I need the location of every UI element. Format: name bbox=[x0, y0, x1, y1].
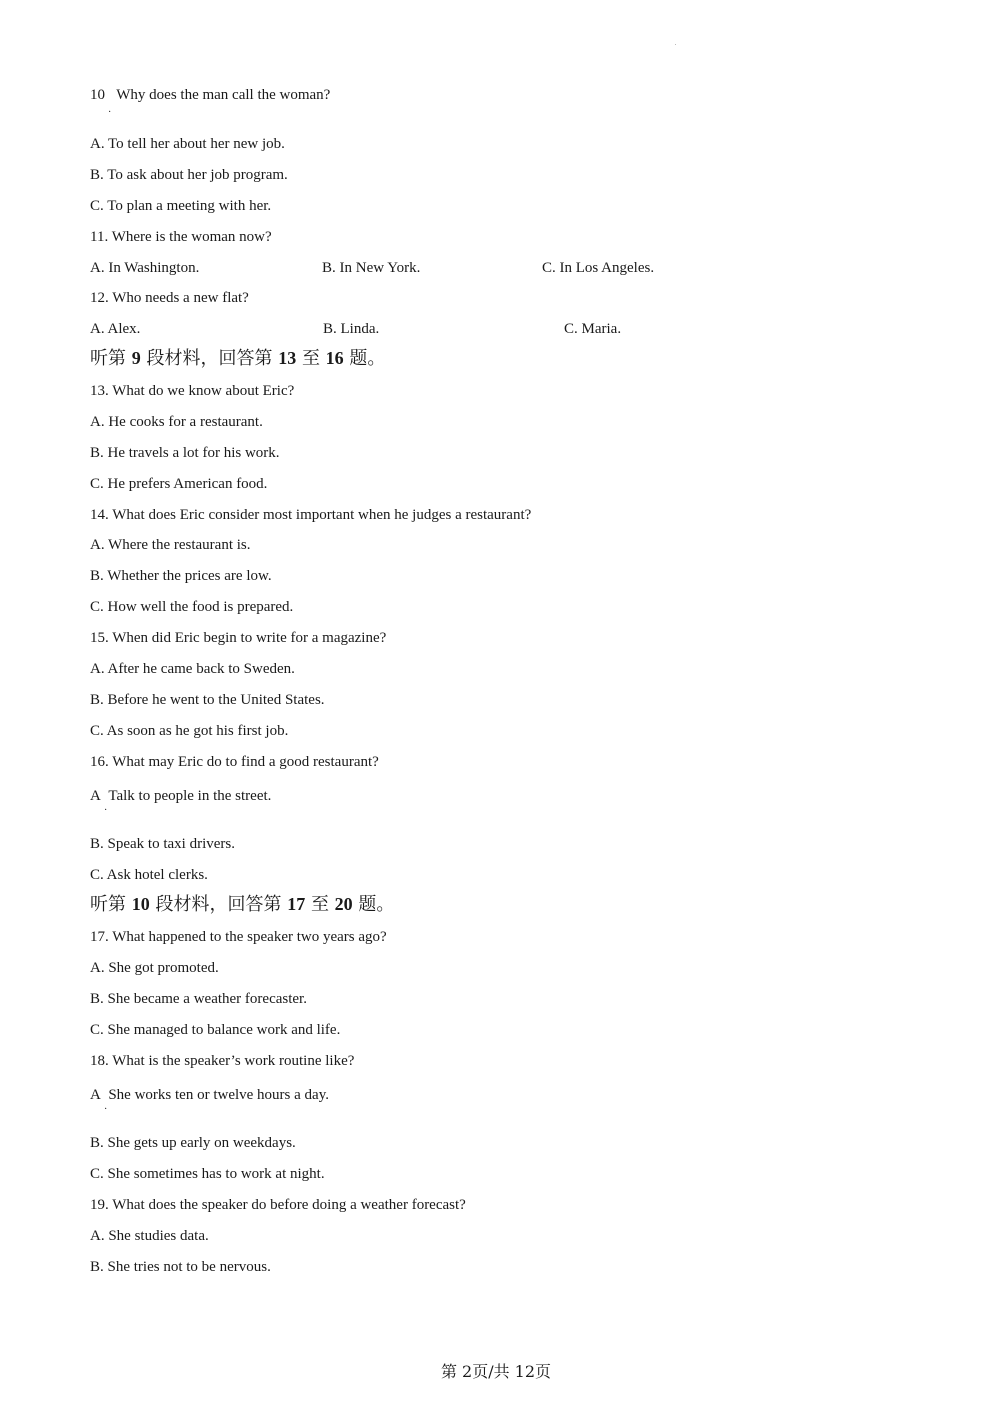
option-14b: B. Whether the prices are low. bbox=[90, 568, 272, 584]
question-17: 17. What happened to the speaker two years ago? bbox=[90, 929, 387, 945]
question-16: 16. What may Eric do to find a good restaurant? bbox=[90, 754, 379, 770]
option-12c: C. Maria. bbox=[564, 321, 622, 337]
option-14a: A. Where the restaurant is. bbox=[90, 537, 251, 553]
question-18: 18. What is the speaker’s work routine like? bbox=[90, 1053, 355, 1069]
option-12a: A. Alex. bbox=[90, 321, 141, 337]
dot-mark: · bbox=[104, 805, 108, 816]
option-16b: B. Speak to taxi drivers. bbox=[90, 836, 235, 852]
option-16c: C. Ask hotel clerks. bbox=[90, 867, 208, 883]
dot-mark: · bbox=[104, 1104, 108, 1115]
question-10: 10 Why does the man call the woman? bbox=[90, 87, 331, 103]
question-13: 13. What do we know about Eric? bbox=[90, 383, 295, 399]
option-17c: C. She managed to balance work and life. bbox=[90, 1022, 341, 1038]
question-15: 15. When did Eric begin to write for a magazine? bbox=[90, 630, 387, 646]
question-11: 11. Where is the woman now? bbox=[90, 229, 272, 245]
option-13a: A. He cooks for a restaurant. bbox=[90, 414, 263, 430]
option-17a: A. She got promoted. bbox=[90, 960, 219, 976]
section-heading-9: 听第 9 段材料，回答第 13 至 16 题。 bbox=[90, 348, 386, 369]
option-16a: A Talk to people in the street. bbox=[90, 788, 272, 804]
option-12b: B. Linda. bbox=[323, 321, 380, 337]
option-14c: C. How well the food is prepared. bbox=[90, 599, 294, 615]
option-10b: B. To ask about her job program. bbox=[90, 167, 288, 183]
section-heading-10: 听第 10 段材料，回答第 17 至 20 题。 bbox=[90, 894, 395, 915]
option-18b: B. She gets up early on weekdays. bbox=[90, 1135, 296, 1151]
option-19b: B. She tries not to be nervous. bbox=[90, 1259, 271, 1275]
option-13b: B. He travels a lot for his work. bbox=[90, 445, 280, 461]
option-15b: B. Before he went to the United States. bbox=[90, 692, 325, 708]
question-19: 19. What does the speaker do before doing a weather forecast? bbox=[90, 1197, 466, 1213]
option-17b: B. She became a weather forecaster. bbox=[90, 991, 307, 1007]
option-11c: C. In Los Angeles. bbox=[542, 260, 655, 276]
option-18c: C. She sometimes has to work at night. bbox=[90, 1166, 325, 1182]
option-19a: A. She studies data. bbox=[90, 1228, 209, 1244]
option-10c: C. To plan a meeting with her. bbox=[90, 198, 272, 214]
option-11b: B. In New York. bbox=[322, 260, 421, 276]
option-15a: A. After he came back to Sweden. bbox=[90, 661, 295, 677]
scan-speck bbox=[675, 44, 676, 45]
question-14: 14. What does Eric consider most important when he judges a restaurant? bbox=[90, 507, 532, 523]
option-11a: A. In Washington. bbox=[90, 260, 200, 276]
option-13c: C. He prefers American food. bbox=[90, 476, 268, 492]
dot-mark: · bbox=[108, 107, 112, 118]
option-15c: C. As soon as he got his first job. bbox=[90, 723, 289, 739]
option-18a: A She works ten or twelve hours a day. bbox=[90, 1087, 329, 1103]
question-12: 12. Who needs a new flat? bbox=[90, 290, 249, 306]
option-10a: A. To tell her about her new job. bbox=[90, 136, 285, 152]
page-number-footer: 第 2页/共 12页 bbox=[440, 1362, 552, 1381]
